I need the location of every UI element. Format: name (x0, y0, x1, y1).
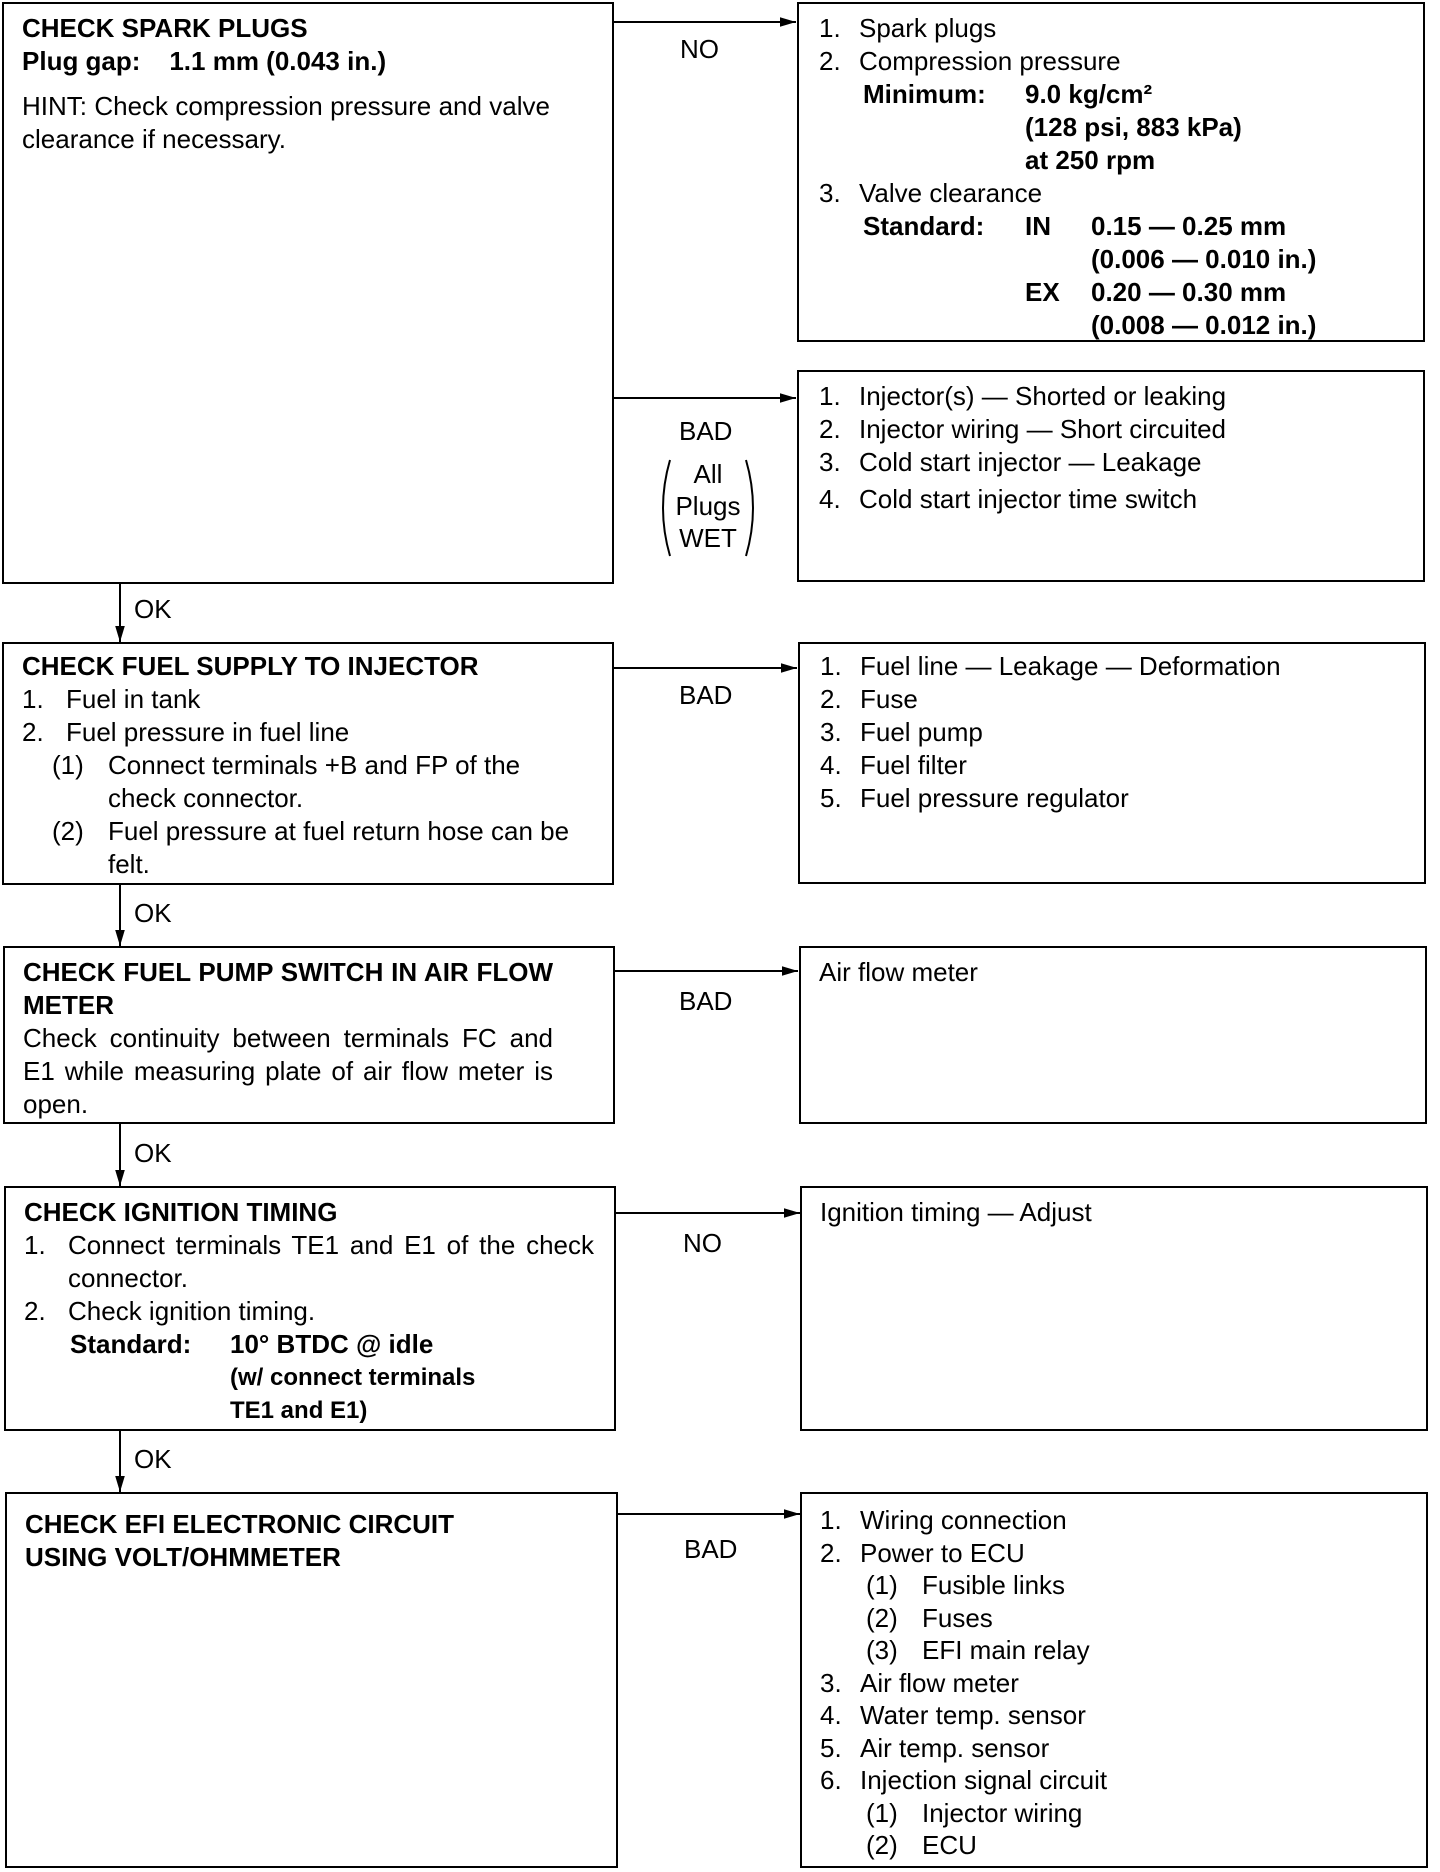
list-item: 1. Injector(s) — Shorted or leaking (819, 381, 1227, 411)
step-check-fuel-pump-switch (3, 946, 615, 1124)
label-bad: BAD (679, 680, 733, 710)
label-bad: BAD (679, 416, 733, 446)
paren-left (663, 460, 670, 556)
label-ok: OK (134, 594, 172, 624)
step-instruction: Check continuity between terminals FC and E1 while measuring plate of air flow meter is open. (23, 1023, 553, 1119)
list-item: 2. Check ignition timing. (24, 1296, 316, 1326)
step-check-efi-circuit (5, 1492, 618, 1868)
list-item: 5. Air temp. sensor (820, 1732, 1050, 1763)
list-item: 3. Fuel pump (820, 717, 983, 747)
result-box-step5-bad (800, 1492, 1428, 1868)
step-title: CHECK FUEL PUMP SWITCH IN AIR FLOW METER (23, 957, 553, 1020)
list-item: 5. Fuel pressure regulator (820, 783, 1129, 813)
step-check-spark-plugs (2, 2, 614, 584)
sub-item: (2) Fuel pressure at fuel return hose can be felt. (52, 816, 570, 879)
plug-gap-spec (22, 45, 594, 78)
list-item: 2. Fuel pressure in fuel line (22, 717, 350, 747)
step-hint: HINT: Check compression pressure and valve clearance if necessary. (22, 91, 550, 154)
label-ok: OK (134, 1138, 172, 1168)
compression-spec: Minimum: 9.0 kg/cm² (128 psi, 883 kPa) at 250 rpm (863, 79, 1242, 175)
label-no: NO (683, 1228, 722, 1258)
sub-item: (2) Fuses (866, 1602, 993, 1633)
result-text: Air flow meter (819, 957, 978, 987)
list-item: 2. Fuse (820, 684, 918, 714)
step-title: CHECK IGNITION TIMING (24, 1197, 338, 1227)
step-check-ignition-timing (4, 1186, 616, 1431)
result-box-step4-no (800, 1186, 1428, 1431)
list-item: 2. Injector wiring — Short circuited (819, 414, 1227, 444)
list-item: 1. Connect terminals TE1 and E1 of the check connector. (24, 1230, 594, 1293)
plug-gap-value: 1.1 mm (0.043 in.) (169, 46, 387, 76)
step-title-line1: CHECK EFI ELECTRONIC CIRCUIT (25, 1509, 454, 1539)
label-no: NO (680, 34, 719, 64)
sub-item: (3) EFI main relay (866, 1635, 1090, 1665)
sub-item: (1) Connect terminals +B and FP of the check connector. (52, 750, 521, 813)
paren-right (746, 460, 753, 556)
list-item: 6. Injection signal circuit (820, 1765, 1108, 1795)
result-text: Ignition timing — Adjust (820, 1197, 1092, 1227)
list-item: 3. Valve clearance (819, 178, 1043, 208)
note-all-plugs-wet: All Plugs WET (675, 459, 741, 553)
result-box-step1-no (797, 2, 1425, 342)
list-item: 1. Fuel in tank (22, 684, 201, 714)
sub-item: (1) Injector wiring (866, 1797, 1083, 1828)
result-box-step3-bad (799, 946, 1427, 1124)
step-title: CHECK FUEL SUPPLY TO INJECTOR (22, 651, 479, 681)
result-box-step2-bad (798, 642, 1426, 884)
list-item: 2. Compression pressure (819, 46, 1121, 76)
list-item: 1. Fuel line — Leakage — Deformation (820, 651, 1281, 681)
list-item: 4. Cold start injector time switch (819, 484, 1198, 514)
list-item: 1. Wiring connection (820, 1505, 1067, 1535)
step-title: CHECK SPARK PLUGS (22, 13, 308, 43)
list-item: 3. Cold start injector — Leakage (819, 447, 1202, 477)
label-ok: OK (134, 898, 172, 928)
list-item: 4. Fuel filter (820, 750, 967, 780)
list-item: 2. Power to ECU (820, 1537, 1025, 1568)
label-bad: BAD (679, 986, 733, 1016)
list-item: 1. Spark plugs (819, 13, 997, 43)
timing-spec: Standard: 10° BTDC @ idle (w/ connect terminals TE1 and E1) (70, 1329, 476, 1424)
label-ok: OK (134, 1444, 172, 1474)
list-item: 3. Air flow meter (820, 1667, 1019, 1698)
sub-item: (1) Fusible links (866, 1570, 1066, 1600)
label-bad: BAD (684, 1534, 738, 1564)
plug-gap-label: Plug gap: (22, 46, 141, 76)
valve-clearance-spec: Standard: IN 0.15 — 0.25 mm (0.006 — 0.010 in.) EX 0.20 — 0.30 mm (0.008 — 0.012 in.) (863, 211, 1317, 340)
list-item: 4. Water temp. sensor (820, 1700, 1086, 1730)
step-check-fuel-supply (2, 642, 614, 885)
sub-item: (2) ECU (866, 1830, 977, 1860)
step-title-line2: USING VOLT/OHMMETER (25, 1542, 341, 1572)
result-box-step1-bad (797, 370, 1425, 582)
